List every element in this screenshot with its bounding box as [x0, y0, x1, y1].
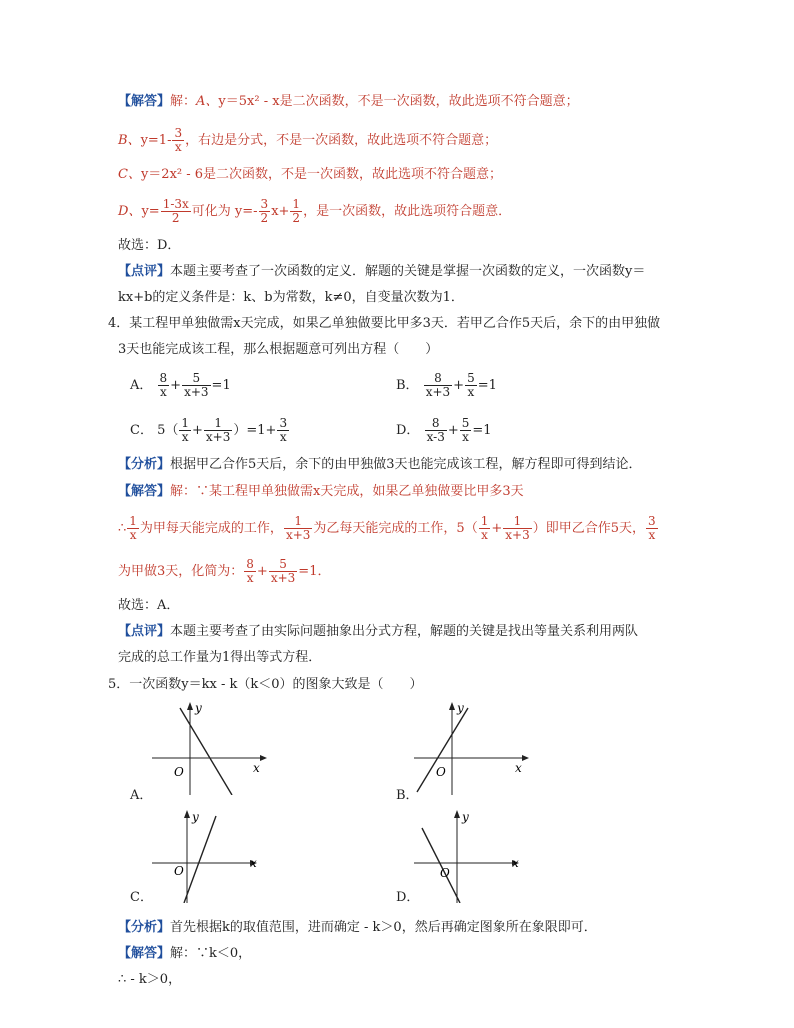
- x-axis-label: x: [512, 856, 519, 870]
- opt-label: D．: [396, 423, 420, 438]
- sol3-line-d: [118, 198, 511, 225]
- comment-text: 本题主要考查了一次函数的定义．解题的关键是掌握一次函数的定义，一次函数y＝: [170, 264, 646, 279]
- q4-comment-1: [118, 622, 638, 642]
- sol-text: x+: [271, 204, 290, 219]
- sol3-line-b: [118, 127, 497, 154]
- q5-graph-b: [412, 700, 532, 795]
- y-axis-label: y: [457, 701, 464, 715]
- analysis-tag: 【分析】: [118, 920, 171, 935]
- comment-tag: 【点评】: [118, 264, 171, 279]
- sol-text: ，是一次函数，故此选项符合题意．: [303, 204, 512, 219]
- sol-text: y＝2x² - 6是二次函数，不是一次函数，故此选项不符合题意；: [140, 167, 503, 182]
- sol-text: ，右边是分式，不是一次函数，故此选项不符合题意；: [185, 133, 498, 148]
- origin-label: O: [440, 866, 450, 880]
- sol3-comment2: kx+b的定义条件是：k、b为常数，k≠0，自变量次数为1．: [118, 290, 464, 305]
- answer-text: ∴: [118, 521, 127, 536]
- fraction: [290, 198, 302, 225]
- y-axis-label: y: [462, 810, 469, 824]
- fraction: [259, 198, 271, 225]
- answer-text: 为甲每天能完成的工作，: [139, 521, 283, 536]
- sol-text: y＝5x² - x是二次函数，不是一次函数，故此选项不符合题意；: [218, 94, 579, 109]
- jie: 解：: [170, 94, 197, 109]
- opt-label: D、: [118, 204, 142, 219]
- answer-text: 解：∵某工程甲单独做需x天完成，如果乙单独做要比甲多3天: [170, 484, 524, 499]
- q5-graph-a: [150, 700, 270, 795]
- fraction: [161, 198, 191, 225]
- q5-answer-2: ∴ - k＞0，: [118, 972, 182, 987]
- numerator: 3: [260, 197, 269, 211]
- fraction: [172, 127, 184, 154]
- denominator: 2: [260, 211, 269, 225]
- analysis-tag: 【分析】: [118, 457, 171, 472]
- q4-answer-1: [118, 482, 524, 502]
- opt-label: B、: [118, 133, 141, 148]
- sol-text: y=1-: [140, 133, 172, 148]
- y-axis-label: y: [192, 810, 199, 824]
- q5-label-a: A．: [130, 788, 153, 803]
- denominator: x: [174, 140, 182, 154]
- q5-label-c: C．: [130, 890, 153, 905]
- q5-graph-c: [150, 808, 270, 903]
- y-axis-label: y: [195, 701, 202, 715]
- x-axis-label: x: [253, 761, 260, 775]
- opt-label: A、: [196, 94, 219, 109]
- q4-stem-1: 4．某工程甲单独做需x天完成，如果乙单独做要比甲多3天．若甲乙合作5天后，余下的由甲独做: [108, 316, 661, 331]
- sol3-choose: 故选：D．: [118, 238, 181, 253]
- sol3-line-a: [118, 92, 579, 112]
- numerator: 1: [292, 197, 301, 211]
- q4-choose: 故选：A．: [118, 598, 180, 613]
- answer-text: 为乙每天能完成的工作，: [313, 521, 457, 536]
- q5-analysis: [118, 918, 597, 938]
- q4-option-b: B． $\frac{8}{x+3}$ + $\frac{5}{x}$ =1: [396, 371, 497, 399]
- answer-text: 为甲做3天，化简为：: [118, 564, 244, 579]
- denominator: 2: [171, 211, 180, 225]
- numerator: 1-3x: [162, 197, 189, 211]
- q5-answer-1: [118, 944, 251, 964]
- sol3-line-c: [118, 165, 502, 185]
- answer-tag: 【解答】: [118, 94, 171, 109]
- opt-label: B．: [396, 378, 419, 393]
- sol-text: 可化为 y=-: [191, 204, 258, 219]
- q4-option-d: D． $\frac{8}{x-3}$ + $\frac{5}{x}$ =1: [396, 416, 492, 444]
- answer-text: 解：∵k＜0，: [170, 946, 252, 961]
- opt-label: A．: [130, 378, 153, 393]
- origin-label: O: [174, 765, 184, 779]
- answer-text: 即甲乙合作5天，: [545, 521, 646, 536]
- q4-stem-2: 3天也能完成该工程，那么根据题意可列出方程（ ）: [118, 342, 439, 357]
- origin-label: O: [174, 864, 184, 878]
- origin-label: O: [436, 765, 446, 779]
- q4-option-c: C． 5（ $\frac{1}{x}$ + $\frac{1}{x+3}$ ）=1+ $\frac{3}{x}$: [130, 416, 288, 444]
- answer-tag: 【解答】: [118, 946, 171, 961]
- q4-analysis: [118, 455, 642, 475]
- comment-tag: 【点评】: [118, 624, 171, 639]
- q5-graph-d: [412, 808, 532, 903]
- q5-label-d: D．: [396, 890, 420, 905]
- q5-stem: 5．一次函数y＝kx - k（k＜0）的图象大致是（ ）: [108, 677, 423, 692]
- q4-answer-2: ∴ $\frac{1}{x}$ 为甲每天能完成的工作， $\frac{1}{x+3}$ 为乙每天能完成的工作，5（ $\frac{1}{x}$ + $\frac{1}{x+3}$ ）即甲乙合作5天， $\frac{3}{x}$: [118, 514, 656, 542]
- comment-text: 本题主要考查了由实际问题抽象出分式方程，解题的关键是找出等量关系利用两队: [170, 624, 639, 639]
- q5-label-b: B．: [396, 788, 419, 803]
- analysis-text: 根据甲乙合作5天后，余下的由甲独做3天也能完成该工程，解方程即可得到结论．: [170, 457, 642, 472]
- x-axis-label: x: [250, 856, 257, 870]
- answer-tag: 【解答】: [118, 484, 171, 499]
- q4-option-a: A． $\frac{8}{x}$ + $\frac{5}{x+3}$ =1: [130, 371, 231, 399]
- sol-text: y=: [141, 204, 160, 219]
- q4-comment-2: 完成的总工作量为1得出等式方程．: [118, 650, 322, 665]
- numerator: 3: [174, 126, 183, 140]
- q4-answer-3: 为甲做3天，化简为： $\frac{8}{x}$ + $\frac{5}{x+3}$ =1．: [118, 557, 331, 585]
- x-axis-label: x: [515, 761, 522, 775]
- opt-label: C．: [130, 423, 153, 438]
- opt-label: C、: [118, 167, 141, 182]
- denominator: 2: [292, 211, 301, 225]
- analysis-text: 首先根据k的取值范围，进而确定 - k＞0，然后再确定图象所在象限即可．: [170, 920, 597, 935]
- sol3-comment1: [118, 262, 645, 282]
